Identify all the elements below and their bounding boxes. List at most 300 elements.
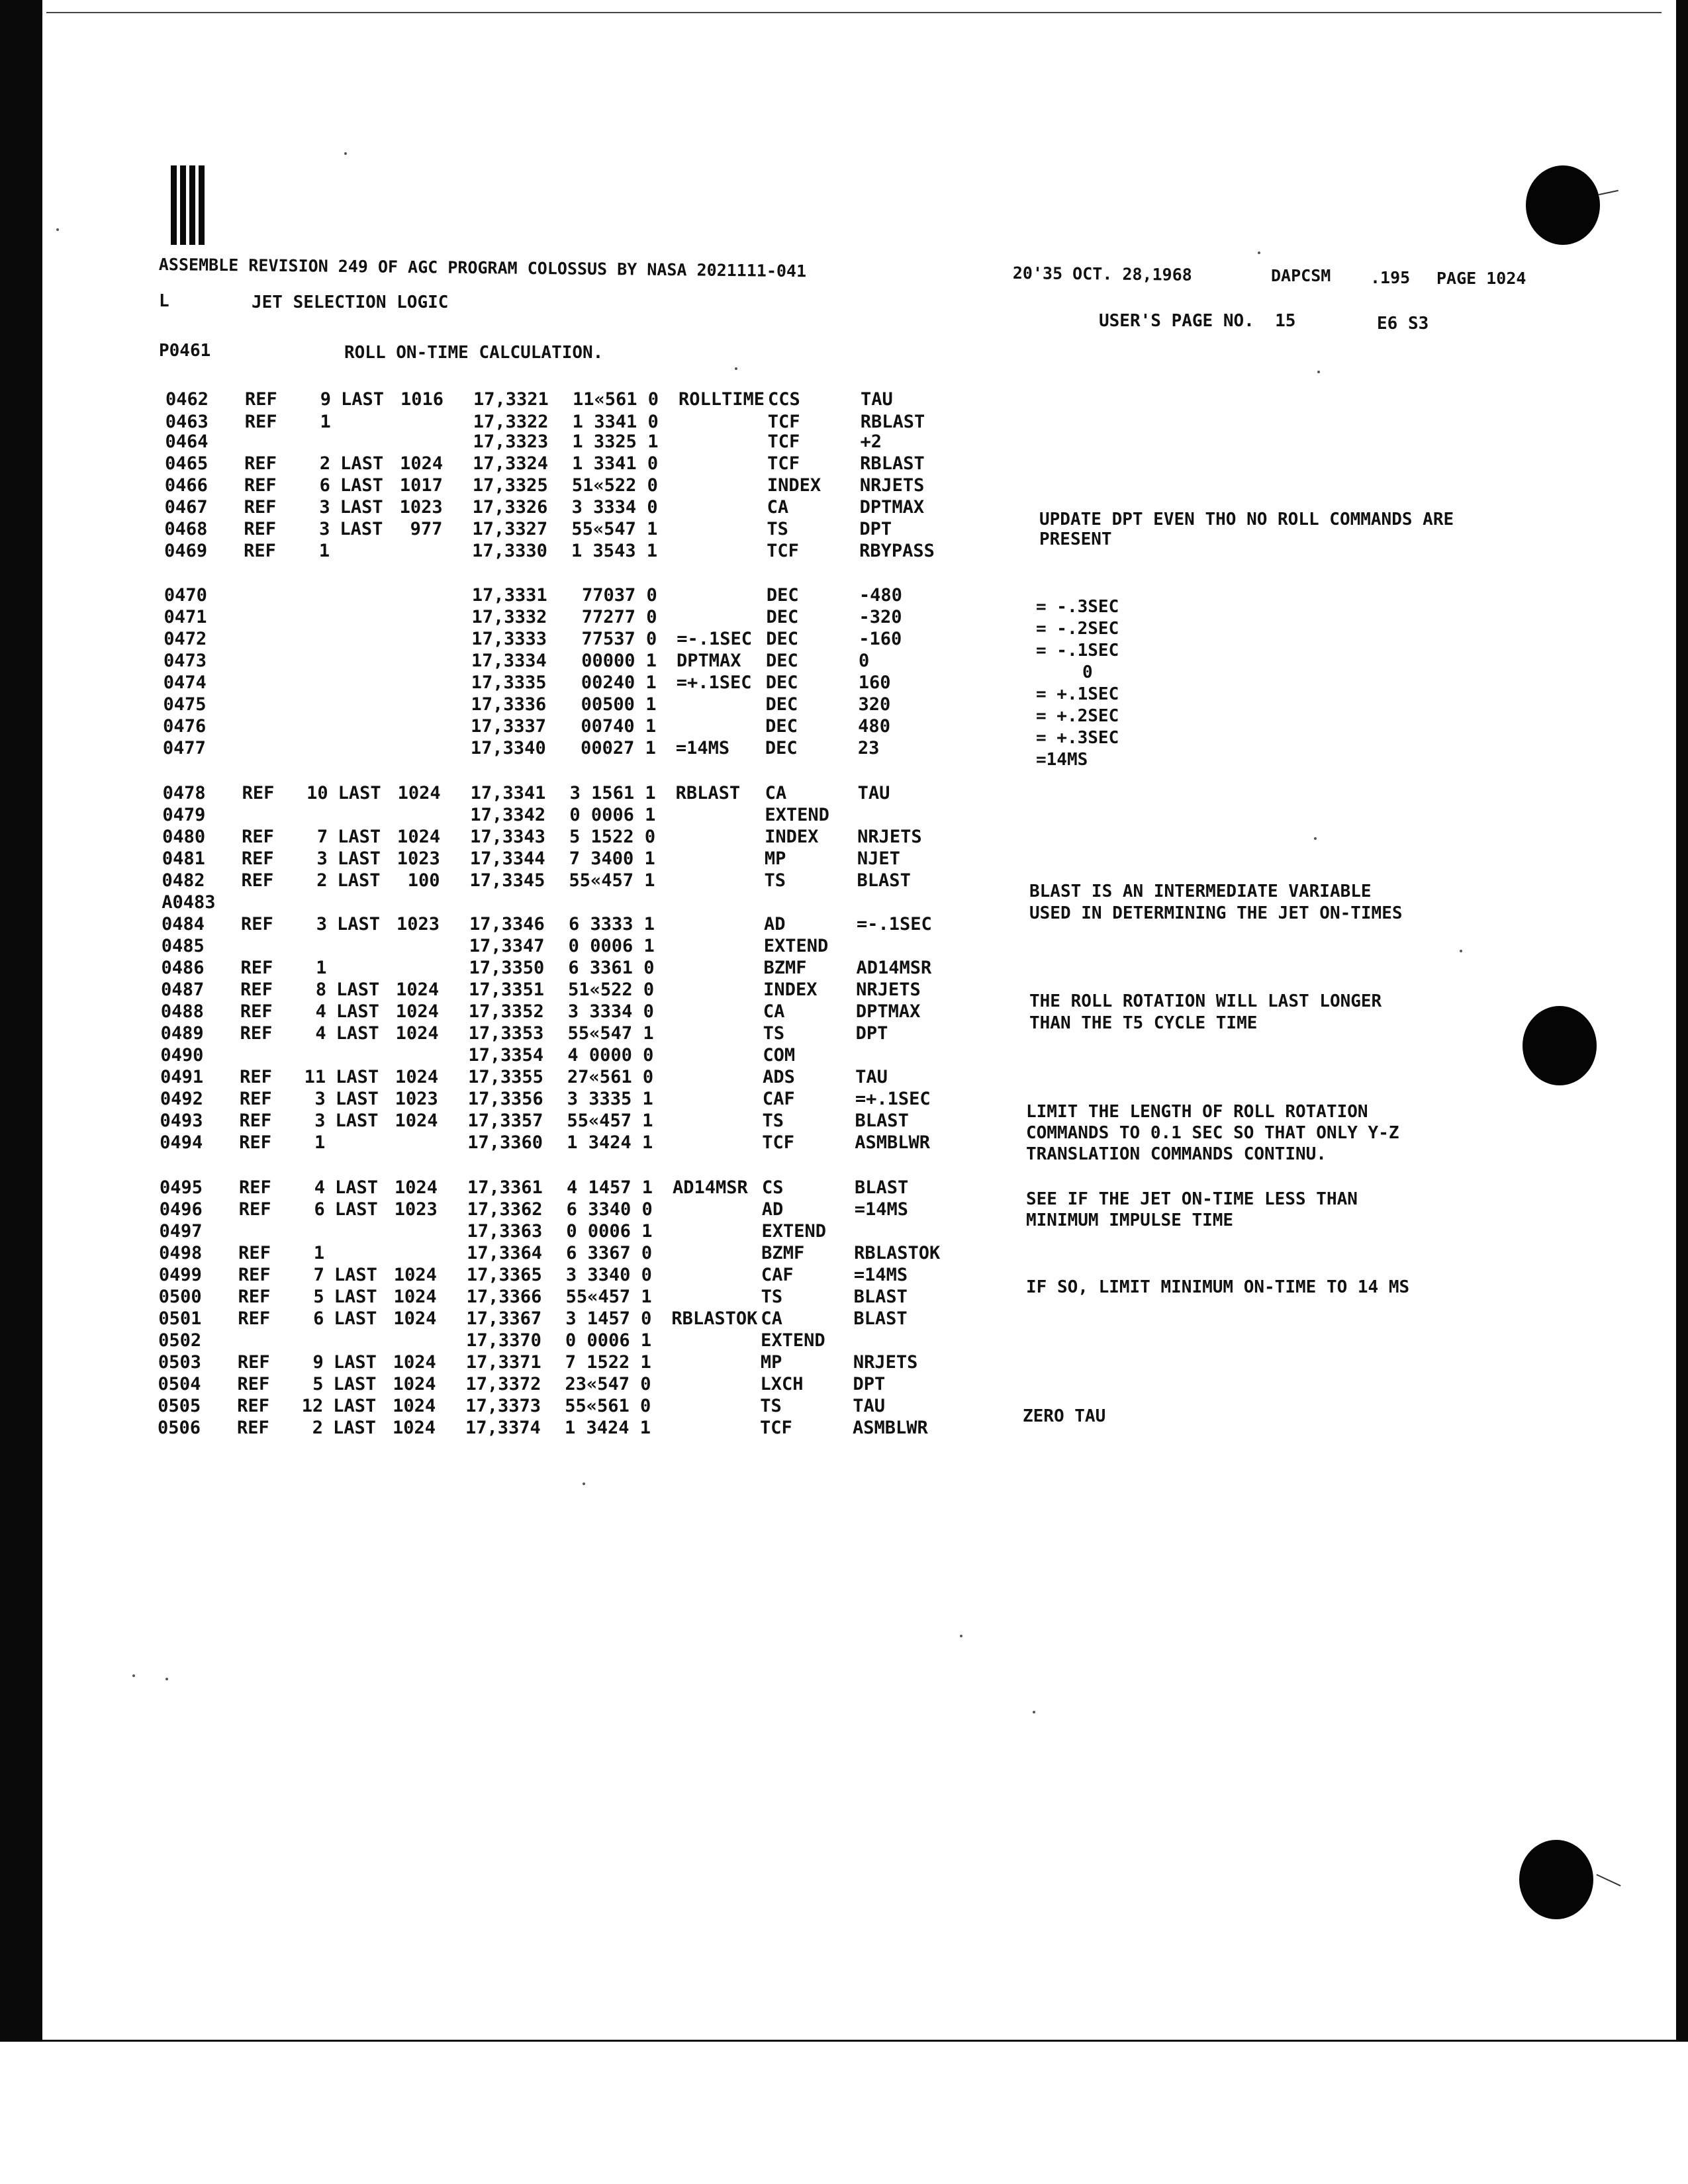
last-tag: LAST bbox=[336, 1001, 379, 1022]
address: 17,3360 bbox=[467, 1132, 543, 1153]
line-number: 0481 bbox=[162, 848, 205, 869]
listing-row bbox=[0, 651, 1521, 673]
operand: RBLAST bbox=[860, 412, 925, 432]
punch-hole-middle bbox=[1523, 1006, 1597, 1085]
listing-row bbox=[0, 958, 1518, 980]
address: 17,3345 bbox=[469, 870, 545, 891]
octal-word: 55«547 1 bbox=[567, 1023, 654, 1044]
label: =-.1SEC bbox=[677, 629, 753, 649]
scan-speck bbox=[1033, 1711, 1035, 1713]
opcode: TS bbox=[760, 1396, 782, 1416]
last-page: 1023 bbox=[394, 1199, 438, 1220]
address: 17,3366 bbox=[466, 1287, 542, 1307]
ref-tag: REF bbox=[238, 1199, 271, 1220]
scan-speck bbox=[1314, 837, 1317, 840]
listing-row bbox=[0, 453, 1522, 476]
octal-word: 3 3340 0 bbox=[565, 1265, 652, 1285]
address: 17,3325 bbox=[472, 475, 548, 496]
operand: NRJETS bbox=[857, 827, 922, 847]
ref-count: 11 bbox=[304, 1067, 326, 1087]
address: 17,3362 bbox=[467, 1199, 543, 1220]
operand: 0 bbox=[859, 651, 870, 671]
scan-speck bbox=[735, 367, 737, 370]
listing-row bbox=[0, 1308, 1515, 1331]
octal-word: 1 3424 1 bbox=[567, 1132, 653, 1153]
last-page: 1024 bbox=[393, 1308, 437, 1329]
address: 17,3374 bbox=[465, 1418, 541, 1438]
section-title: JET SELECTION LOGIC bbox=[252, 293, 449, 312]
comment-line: IF SO, LIMIT MINIMUM ON-TIME TO 14 MS bbox=[1026, 1277, 1410, 1297]
line-number: 0499 bbox=[158, 1265, 202, 1285]
label: RBLAST bbox=[675, 783, 741, 803]
line-number: 0506 bbox=[158, 1418, 201, 1438]
opcode: MP bbox=[760, 1352, 782, 1373]
scan-bottom-edge bbox=[42, 2040, 1677, 2042]
last-page: 1024 bbox=[396, 979, 440, 1000]
octal-word: 55«457 1 bbox=[567, 1111, 653, 1131]
ref-tag: REF bbox=[241, 848, 274, 869]
last-tag: LAST bbox=[338, 827, 381, 847]
listing-row bbox=[0, 1221, 1516, 1244]
address: 17,3326 bbox=[472, 497, 548, 518]
ref-count: 2 bbox=[316, 870, 328, 891]
scan-speck bbox=[344, 152, 347, 155]
listing-row bbox=[0, 672, 1521, 695]
operand: NRJETS bbox=[856, 979, 921, 1000]
last-tag: LAST bbox=[333, 1418, 377, 1438]
operand: TAU bbox=[853, 1396, 886, 1416]
header-comment: ROLL ON-TIME CALCULATION. bbox=[344, 343, 604, 363]
last-page: 1024 bbox=[397, 827, 441, 847]
address: 17,3347 bbox=[469, 936, 545, 956]
comment-line: UPDATE DPT EVEN THO NO ROLL COMMANDS ARE bbox=[1039, 510, 1454, 529]
listing-row bbox=[0, 936, 1519, 958]
address: 17,3341 bbox=[470, 783, 546, 803]
line-number: 0465 bbox=[165, 453, 209, 474]
opcode: BZMF bbox=[763, 958, 807, 978]
opcode: TCF bbox=[762, 1132, 795, 1153]
operand: NJET bbox=[857, 848, 900, 869]
ref-tag: REF bbox=[239, 1177, 271, 1198]
line-number: 0482 bbox=[162, 870, 205, 891]
opcode: AD bbox=[761, 1199, 784, 1220]
listing-row bbox=[0, 1045, 1517, 1068]
opcode: DEC bbox=[766, 607, 799, 627]
ref-tag: REF bbox=[240, 979, 273, 1000]
line-number: 0489 bbox=[160, 1023, 204, 1044]
address: 17,3322 bbox=[473, 412, 549, 432]
scan-speck bbox=[1460, 950, 1462, 952]
ref-tag: REF bbox=[238, 1265, 271, 1285]
operand: TAU bbox=[857, 783, 890, 803]
octal-word: 4 1457 1 bbox=[566, 1177, 653, 1198]
address: 17,3354 bbox=[468, 1045, 544, 1066]
octal-word: 00740 1 bbox=[581, 716, 657, 737]
ref-count: 6 bbox=[313, 1308, 324, 1329]
line-number: 0496 bbox=[159, 1199, 203, 1220]
address: 17,3352 bbox=[468, 1001, 544, 1022]
scan-speck bbox=[132, 1674, 135, 1677]
line-number: 0471 bbox=[164, 607, 207, 627]
opcode: CAF bbox=[762, 1089, 795, 1109]
line-number: 0498 bbox=[159, 1243, 203, 1263]
opcode: CA bbox=[761, 1308, 782, 1329]
last-tag: LAST bbox=[334, 1199, 378, 1220]
operand: DPTMAX bbox=[855, 1001, 921, 1022]
scan-speck bbox=[1317, 371, 1320, 373]
ref-tag: REF bbox=[238, 1287, 271, 1307]
listing-row bbox=[0, 1067, 1517, 1089]
last-page: 1024 bbox=[393, 1287, 437, 1307]
ref-tag: REF bbox=[244, 497, 277, 518]
octal-word: 51«522 0 bbox=[571, 475, 658, 496]
line-number: 0502 bbox=[158, 1330, 202, 1351]
opcode: ADS bbox=[763, 1067, 795, 1087]
ref-count: 1 bbox=[320, 412, 331, 432]
line-number: 0472 bbox=[164, 629, 207, 649]
address: 17,3367 bbox=[466, 1308, 542, 1329]
address: 17,3353 bbox=[468, 1023, 544, 1044]
opcode: COM bbox=[763, 1045, 796, 1066]
last-page: 1023 bbox=[395, 1089, 438, 1109]
last-tag: LAST bbox=[341, 389, 385, 410]
comment-line: = +.2SEC bbox=[1036, 706, 1119, 726]
octal-word: 6 3367 0 bbox=[566, 1243, 653, 1263]
opcode: TS bbox=[763, 1023, 785, 1044]
punch-hole-bottom bbox=[1519, 1840, 1593, 1919]
comment-line: = +.1SEC bbox=[1036, 684, 1119, 704]
listing-row bbox=[0, 716, 1520, 739]
opcode: AD bbox=[764, 914, 786, 934]
listing-row bbox=[0, 783, 1520, 805]
operand: =14MS bbox=[854, 1199, 909, 1220]
opcode: MP bbox=[764, 848, 786, 869]
ref-tag: REF bbox=[237, 1396, 270, 1416]
comment-line: MINIMUM IMPULSE TIME bbox=[1026, 1210, 1234, 1230]
listing-row bbox=[0, 1418, 1515, 1440]
comment-line: = +.3SEC bbox=[1036, 728, 1119, 748]
line-number: 0469 bbox=[164, 541, 208, 561]
operand: BLAST bbox=[857, 870, 911, 891]
last-tag: LAST bbox=[333, 1352, 377, 1373]
octal-word: 1 3543 1 bbox=[571, 541, 658, 561]
operand: =-.1SEC bbox=[857, 914, 932, 934]
last-tag: LAST bbox=[334, 1308, 377, 1329]
address: 17,3363 bbox=[467, 1221, 543, 1242]
last-page: 100 bbox=[407, 870, 440, 891]
last-page: 1024 bbox=[395, 1067, 439, 1087]
ref-count: 1 bbox=[316, 958, 327, 978]
last-tag: LAST bbox=[334, 1287, 377, 1307]
octal-word: 3 3334 0 bbox=[567, 1001, 654, 1022]
octal-word: 00000 1 bbox=[581, 651, 657, 671]
operand: RBLASTOK bbox=[854, 1243, 941, 1263]
octal-word: 51«522 0 bbox=[568, 979, 655, 1000]
address: 17,3324 bbox=[473, 453, 548, 474]
address: 17,3356 bbox=[467, 1089, 543, 1109]
ref-tag: REF bbox=[240, 958, 273, 978]
scan-speck bbox=[960, 1635, 962, 1637]
comment-line: THE ROLL ROTATION WILL LAST LONGER bbox=[1029, 991, 1382, 1011]
line-number: 0493 bbox=[160, 1111, 203, 1131]
line-number: 0464 bbox=[165, 432, 209, 452]
last-page: 1024 bbox=[395, 1023, 439, 1044]
ref-count: 12 bbox=[301, 1396, 324, 1416]
octal-word: 3 1457 0 bbox=[565, 1308, 652, 1329]
octal-word: 4 0000 0 bbox=[567, 1045, 654, 1066]
octal-word: 0 0006 1 bbox=[565, 1330, 652, 1351]
address: 17,3335 bbox=[471, 672, 547, 693]
opcode: DEC bbox=[765, 716, 798, 737]
opcode: TS bbox=[764, 870, 786, 891]
ref-tag: REF bbox=[238, 1308, 271, 1329]
comment-line: PRESENT bbox=[1039, 529, 1112, 549]
listing-timestamp: 20'35 OCT. 28,1968 bbox=[1012, 263, 1192, 285]
label: RBLASTOK bbox=[671, 1308, 758, 1329]
line-number: 0468 bbox=[164, 519, 208, 539]
ref-count: 5 bbox=[313, 1287, 324, 1307]
opcode: DEC bbox=[765, 738, 798, 758]
octal-word: 0 0006 1 bbox=[568, 936, 655, 956]
line-number: 0505 bbox=[158, 1396, 201, 1416]
users-page-number: USER'S PAGE NO. 15 bbox=[1099, 311, 1296, 331]
ref-count: 3 bbox=[314, 1089, 326, 1109]
label: DPTMAX bbox=[677, 651, 741, 671]
line-number: 0485 bbox=[161, 936, 205, 956]
line-number: 0497 bbox=[159, 1221, 203, 1242]
last-tag: LAST bbox=[335, 1177, 379, 1198]
scan-top-edge bbox=[46, 12, 1662, 13]
address: 17,3373 bbox=[465, 1396, 541, 1416]
opcode: INDEX bbox=[765, 827, 819, 847]
octal-word: 1 3341 0 bbox=[572, 412, 659, 432]
operand: 23 bbox=[857, 738, 880, 758]
comment-line: 0 bbox=[1082, 662, 1093, 682]
operand: BLAST bbox=[853, 1308, 908, 1329]
operand: TAU bbox=[861, 389, 893, 410]
last-page: 1024 bbox=[400, 453, 444, 474]
opcode: CAF bbox=[761, 1265, 794, 1285]
ref-tag: REF bbox=[237, 1352, 270, 1373]
octal-word: 0 0006 1 bbox=[566, 1221, 653, 1242]
ref-count: 4 bbox=[315, 1023, 326, 1044]
listing-row bbox=[0, 607, 1521, 629]
line-number: 0504 bbox=[158, 1374, 201, 1394]
opcode: EXTEND bbox=[763, 936, 829, 956]
opcode: EXTEND bbox=[761, 1221, 827, 1242]
ref-tag: REF bbox=[244, 453, 277, 474]
punch-hole-top bbox=[1526, 165, 1600, 245]
octal-word: 1 3424 1 bbox=[564, 1418, 651, 1438]
last-page: 1024 bbox=[393, 1265, 437, 1285]
line-number: 0480 bbox=[162, 827, 206, 847]
last-tag: LAST bbox=[340, 519, 383, 539]
operand: -320 bbox=[859, 607, 902, 627]
operand: NRJETS bbox=[853, 1352, 918, 1373]
operand: 480 bbox=[858, 716, 890, 737]
listing-row bbox=[0, 827, 1519, 849]
listing-row bbox=[0, 694, 1520, 717]
line-number: 0473 bbox=[164, 651, 207, 671]
ref-count: 7 bbox=[313, 1265, 324, 1285]
opcode: TCF bbox=[767, 453, 800, 474]
scan-speck bbox=[56, 228, 59, 231]
octal-word: 00240 1 bbox=[581, 672, 657, 693]
last-tag: LAST bbox=[335, 1089, 379, 1109]
octal-word: 3 3334 0 bbox=[571, 497, 658, 518]
octal-word: 00027 1 bbox=[581, 738, 656, 758]
operand: =14MS bbox=[853, 1265, 908, 1285]
last-page: 1024 bbox=[394, 1177, 438, 1198]
address: 17,3371 bbox=[465, 1352, 541, 1373]
last-page: 1017 bbox=[399, 475, 443, 496]
ref-count: 10 bbox=[306, 783, 328, 803]
comment-line: LIMIT THE LENGTH OF ROLL ROTATION bbox=[1026, 1102, 1368, 1122]
listing-row bbox=[0, 412, 1523, 434]
ref-tag: REF bbox=[240, 1067, 272, 1087]
address: 17,3370 bbox=[466, 1330, 541, 1351]
ref-count: 3 bbox=[319, 497, 330, 518]
printer-bar-mark bbox=[171, 165, 211, 250]
opcode: TCF bbox=[767, 432, 800, 452]
address: 17,3332 bbox=[471, 607, 547, 627]
ref-tag: REF bbox=[240, 1023, 273, 1044]
address: 17,3334 bbox=[471, 651, 547, 671]
last-tag: LAST bbox=[335, 1111, 379, 1131]
last-tag: LAST bbox=[336, 1067, 379, 1087]
punch-tick bbox=[1596, 1874, 1620, 1887]
address: 17,3350 bbox=[469, 958, 545, 978]
last-page: 1024 bbox=[395, 1001, 439, 1022]
ref-count: 3 bbox=[314, 1111, 326, 1131]
line-number: 0466 bbox=[164, 475, 208, 496]
operand: DPT bbox=[859, 519, 892, 539]
listing-row bbox=[0, 432, 1522, 454]
line-number: A0483 bbox=[162, 892, 216, 913]
address: 17,3365 bbox=[466, 1265, 542, 1285]
opcode: INDEX bbox=[763, 979, 818, 1000]
scan-speck bbox=[1258, 251, 1260, 254]
opcode: TCF bbox=[767, 541, 799, 561]
ref-tag: REF bbox=[244, 475, 277, 496]
listing-user-number: .195 bbox=[1370, 268, 1411, 287]
scan-right-edge bbox=[1676, 0, 1688, 2042]
last-page: 1023 bbox=[399, 497, 443, 518]
operand: RBYPASS bbox=[859, 541, 935, 561]
octal-word: 6 3333 1 bbox=[568, 914, 655, 934]
comment-line: = -.3SEC bbox=[1036, 597, 1119, 617]
listing-row bbox=[0, 1396, 1515, 1418]
last-page: 1023 bbox=[397, 848, 440, 869]
operand: NRJETS bbox=[859, 475, 925, 496]
octal-word: 00500 1 bbox=[581, 694, 657, 715]
last-tag: LAST bbox=[336, 979, 380, 1000]
opcode: DEC bbox=[765, 694, 798, 715]
opcode: TS bbox=[767, 519, 788, 539]
opcode: LXCH bbox=[760, 1374, 804, 1394]
ref-tag: REF bbox=[242, 783, 275, 803]
opcode: EXTEND bbox=[761, 1330, 825, 1351]
last-page: 977 bbox=[410, 519, 443, 539]
ref-count: 8 bbox=[315, 979, 327, 1000]
ref-count: 5 bbox=[312, 1374, 324, 1394]
line-number: 0470 bbox=[164, 585, 207, 606]
operand: +2 bbox=[860, 432, 882, 452]
comment-line: COMMANDS TO 0.1 SEC SO THAT ONLY Y-Z bbox=[1026, 1123, 1399, 1143]
listing-user: DAPCSM bbox=[1271, 266, 1331, 285]
line-number: 0477 bbox=[162, 738, 206, 758]
operand: BLAST bbox=[853, 1287, 908, 1307]
operand: RBLAST bbox=[860, 453, 925, 474]
line-number: 0488 bbox=[160, 1001, 204, 1022]
octal-word: 77277 0 bbox=[581, 607, 657, 627]
comment-line: BLAST IS AN INTERMEDIATE VARIABLE bbox=[1029, 882, 1372, 901]
ref-count: 7 bbox=[316, 827, 328, 847]
address: 17,3361 bbox=[467, 1177, 543, 1198]
ref-tag: REF bbox=[241, 914, 273, 934]
address: 17,3344 bbox=[469, 848, 545, 869]
comment-line: = -.2SEC bbox=[1036, 619, 1119, 639]
opcode: INDEX bbox=[767, 475, 821, 496]
operand: BLAST bbox=[855, 1177, 909, 1198]
octal-word: 55«457 1 bbox=[565, 1287, 652, 1307]
opcode: TCF bbox=[760, 1418, 792, 1438]
last-tag: LAST bbox=[334, 1265, 377, 1285]
ref-count: 4 bbox=[314, 1177, 325, 1198]
line-number: 0492 bbox=[160, 1089, 203, 1109]
octal-word: 3 3335 1 bbox=[567, 1089, 653, 1109]
octal-word: 55«561 0 bbox=[565, 1396, 651, 1416]
ref-tag: REF bbox=[245, 389, 277, 410]
scan-speck bbox=[165, 1678, 168, 1680]
comment-line: =14MS bbox=[1036, 750, 1088, 770]
listing-row bbox=[0, 389, 1523, 412]
line-number: 0491 bbox=[160, 1067, 204, 1087]
ref-count: 9 bbox=[320, 389, 331, 410]
last-page: 1024 bbox=[392, 1418, 436, 1438]
octal-word: 1 3341 0 bbox=[572, 453, 659, 474]
opcode: CS bbox=[762, 1177, 784, 1198]
ref-tag: REF bbox=[244, 541, 276, 561]
line-number: 0495 bbox=[160, 1177, 203, 1198]
operand: DPT bbox=[855, 1023, 888, 1044]
octal-word: 7 3400 1 bbox=[569, 848, 655, 869]
octal-word: 0 0006 1 bbox=[569, 805, 656, 825]
address: 17,3331 bbox=[471, 585, 547, 606]
opcode: DEC bbox=[766, 651, 798, 671]
octal-word: 5 1522 0 bbox=[569, 827, 656, 847]
address: 17,3327 bbox=[472, 519, 548, 539]
last-tag: LAST bbox=[340, 497, 383, 518]
comment-line: SEE IF THE JET ON-TIME LESS THAN bbox=[1026, 1189, 1358, 1209]
operand: DPTMAX bbox=[859, 497, 925, 518]
line-number: 0487 bbox=[161, 979, 205, 1000]
comment-line: THAN THE T5 CYCLE TIME bbox=[1029, 1013, 1258, 1033]
octal-word: 7 1522 1 bbox=[565, 1352, 651, 1373]
comment-line: ZERO TAU bbox=[1023, 1406, 1106, 1426]
address: 17,3340 bbox=[470, 738, 546, 758]
ref-count: 3 bbox=[319, 519, 330, 539]
octal-word: 1 3325 1 bbox=[572, 432, 659, 452]
line-number: 0478 bbox=[162, 783, 206, 803]
operand: BLAST bbox=[855, 1111, 909, 1131]
last-tag: LAST bbox=[338, 783, 381, 803]
listing-row bbox=[0, 1374, 1515, 1396]
address: 17,3357 bbox=[467, 1111, 543, 1131]
ref-tag: REF bbox=[239, 1089, 272, 1109]
operand: -160 bbox=[859, 629, 902, 649]
line-number: 0476 bbox=[163, 716, 207, 737]
